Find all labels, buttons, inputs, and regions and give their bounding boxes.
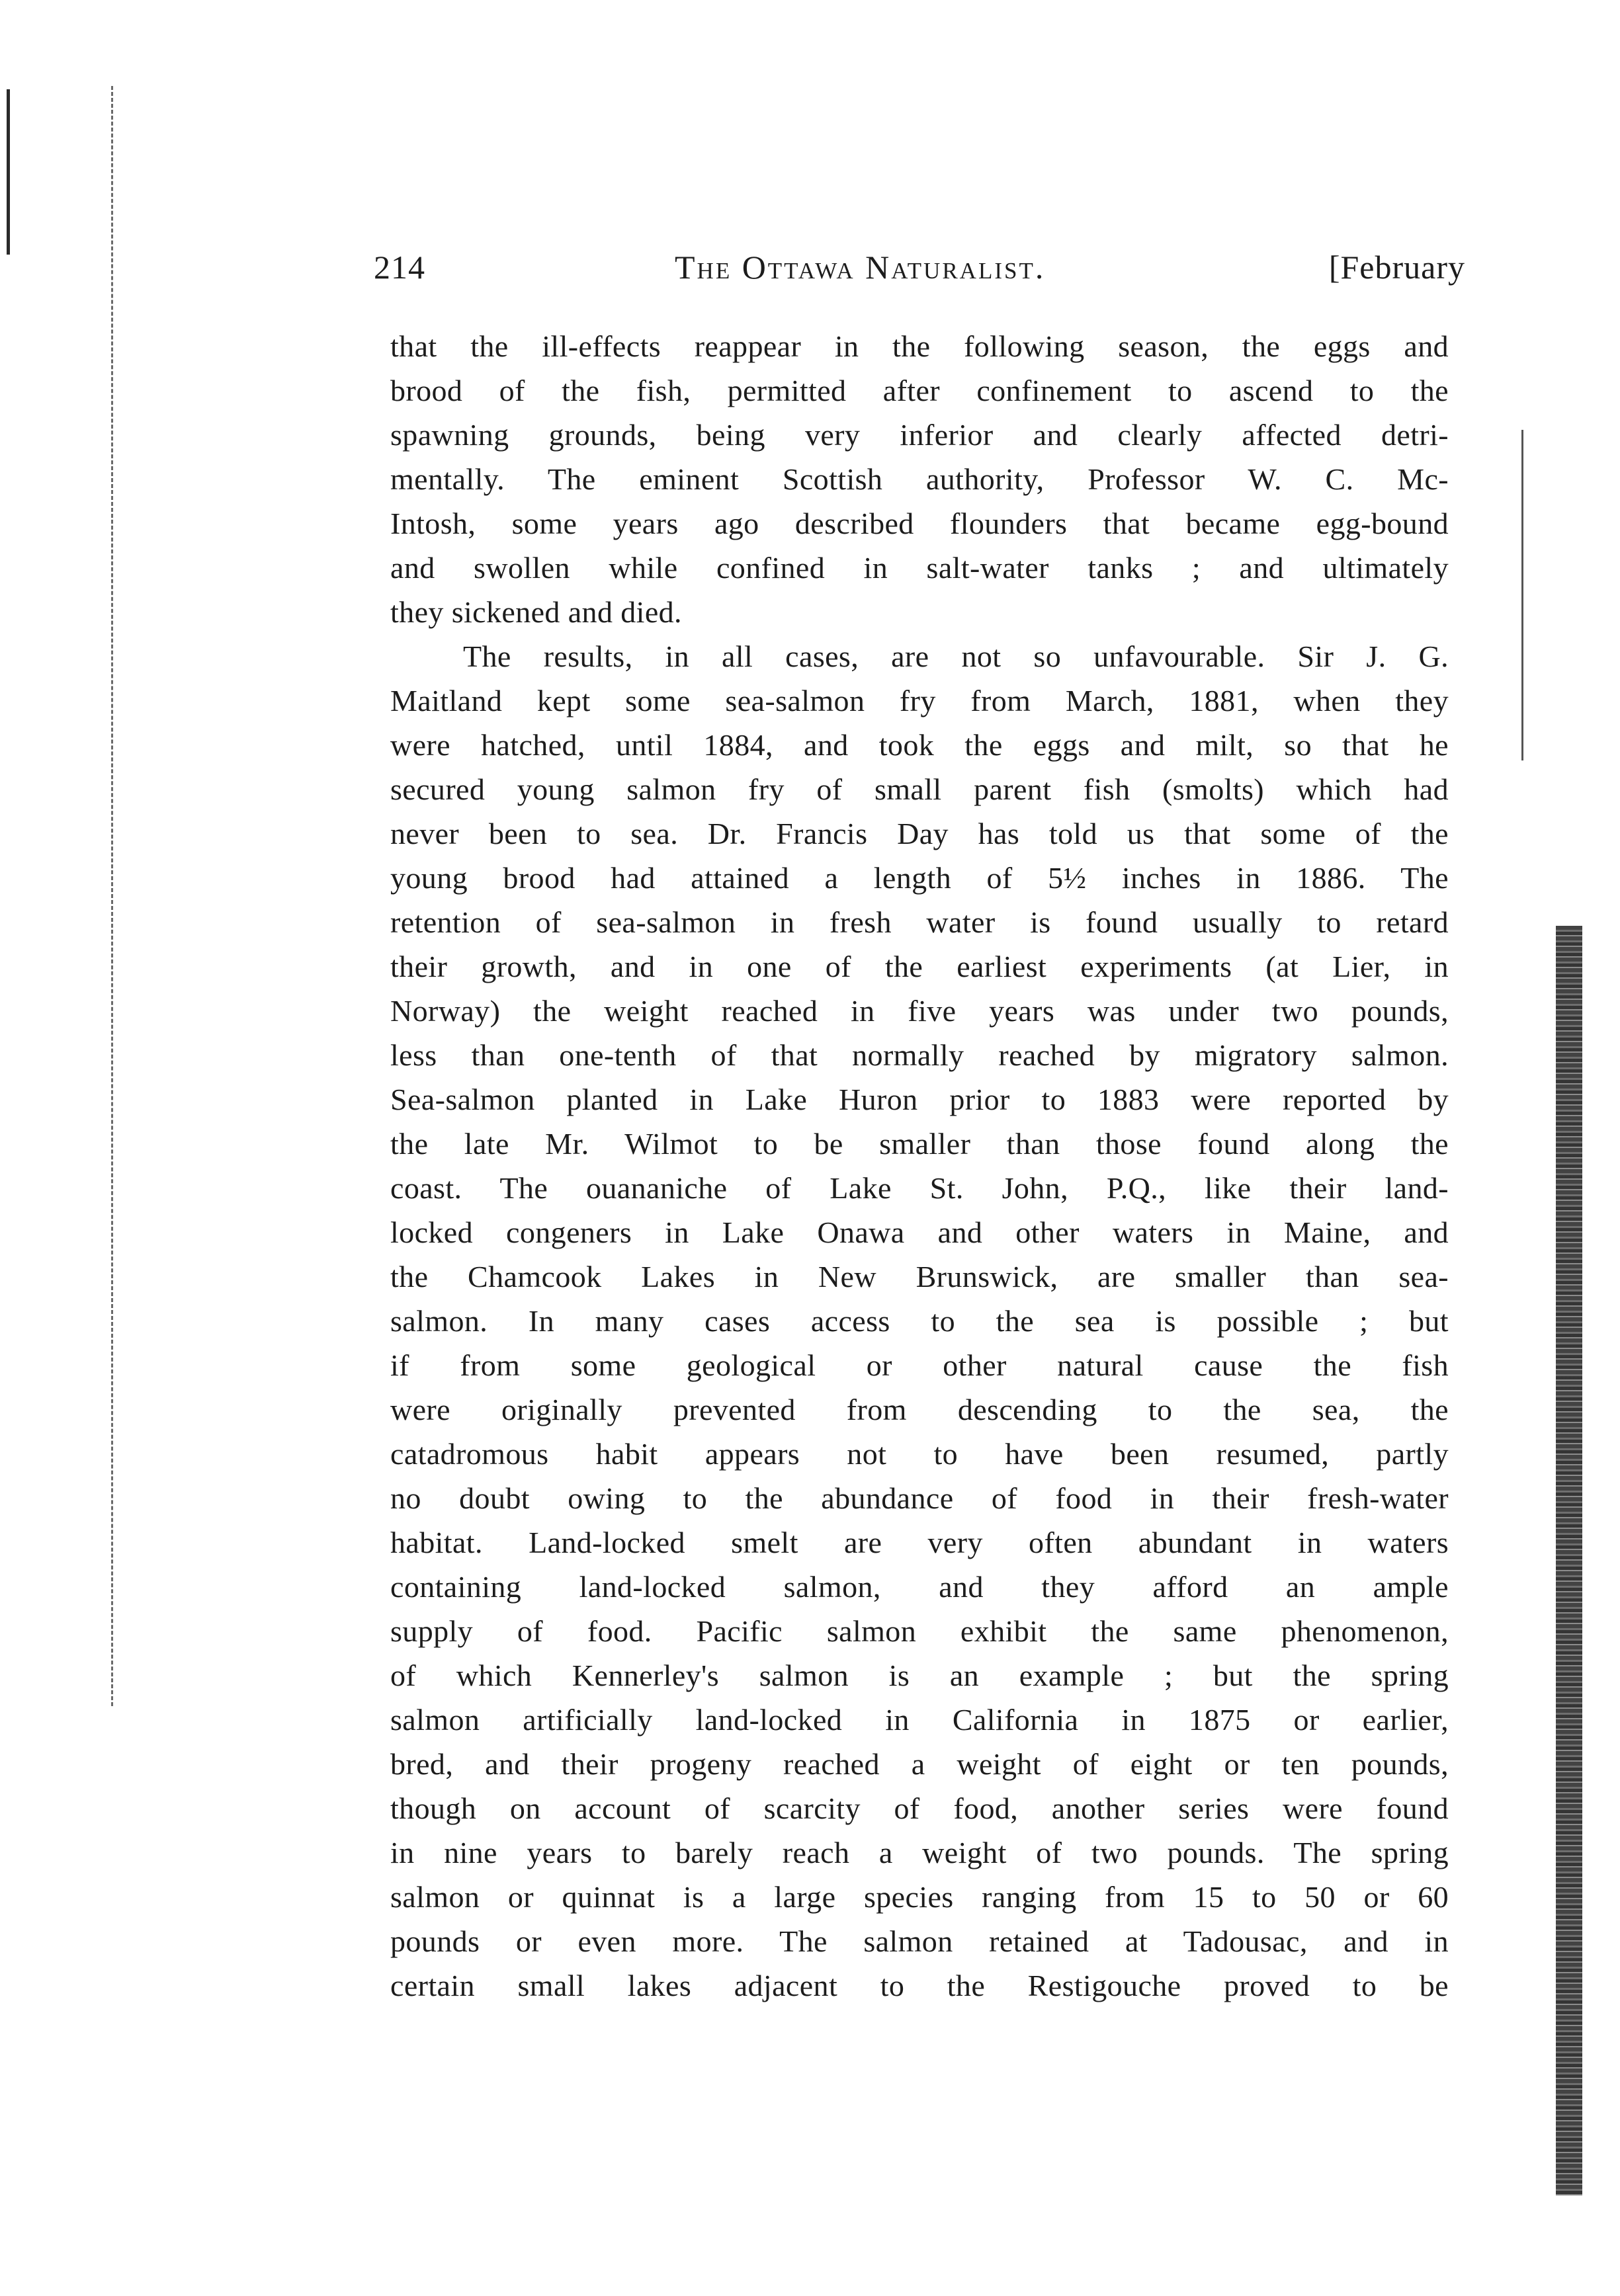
- scan-edge-mark-right: [1556, 926, 1582, 2195]
- text-line: salmon. In many cases access to the sea is possible ; but: [390, 1304, 1449, 1338]
- text-line: salmon or quinnat is a large species ranging from 15 to 50 or 60: [390, 1880, 1449, 1914]
- text-line: supply of food. Pacific salmon exhibit the same phenomenon,: [390, 1614, 1449, 1648]
- scan-binding-mark: [111, 86, 115, 1706]
- text-line: never been to sea. Dr. Francis Day has told us that some of the: [390, 817, 1449, 850]
- text-line: Norway) the weight reached in five years was under two pounds,: [390, 994, 1449, 1028]
- scan-edge-mark-right-thin: [1521, 430, 1523, 760]
- text-line: bred, and their progeny reached a weight of eight or ten pounds,: [390, 1747, 1449, 1781]
- text-line: Intosh, some years ago described flounders that became egg-bound: [390, 507, 1449, 540]
- text-line: young brood had attained a length of 5½ inches in 1886. The: [390, 861, 1449, 895]
- text-line: they sickened and died.: [390, 595, 682, 629]
- text-line: pounds or even more. The salmon retained at Tadousac, and in: [390, 1924, 1449, 1958]
- issue-month: [February: [1328, 249, 1465, 286]
- text-line: were originally prevented from descending to the sea, the: [390, 1393, 1449, 1426]
- text-line: less than one-tenth of that normally reached by migratory salmon.: [390, 1038, 1449, 1072]
- text-line: in nine years to barely reach a weight of two pounds. The spring: [390, 1836, 1449, 1869]
- text-line: their growth, and in one of the earliest experiments (at Lier, in: [390, 950, 1449, 983]
- text-line: spawning grounds, being very inferior and clearly affected detri-: [390, 418, 1449, 452]
- body-text: [390, 324, 1449, 2008]
- text-line: certain small lakes adjacent to the Restigouche proved to be: [390, 1969, 1449, 2002]
- journal-title: The Ottawa Naturalist.: [675, 249, 1046, 286]
- running-head: [374, 248, 1465, 294]
- text-line: and swollen while confined in salt-water tanks ; and ultimately: [390, 551, 1449, 585]
- text-line: if from some geological or other natural cause the fish: [390, 1348, 1449, 1382]
- scan-edge-mark-left: [7, 89, 10, 255]
- text-line: that the ill-effects reappear in the following season, the eggs and: [390, 329, 1449, 363]
- text-line: coast. The ouananiche of Lake St. John, P.Q., like their land-: [390, 1171, 1449, 1205]
- text-line: brood of the fish, permitted after confinement to ascend to the: [390, 374, 1449, 407]
- text-line: though on account of scarcity of food, another series were found: [390, 1791, 1449, 1825]
- text-line: retention of sea-salmon in fresh water is found usually to retard: [390, 905, 1449, 939]
- text-line: Sea-salmon planted in Lake Huron prior to 1883 were reported by: [390, 1083, 1449, 1116]
- text-line: secured young salmon fry of small parent fish (smolts) which had: [390, 772, 1449, 806]
- text-line: habitat. Land-locked smelt are very often abundant in waters: [390, 1526, 1449, 1559]
- text-line: containing land-locked salmon, and they afford an ample: [390, 1570, 1449, 1604]
- text-line: mentally. The eminent Scottish authority, Professor W. C. Mc-: [390, 462, 1449, 496]
- text-line: Maitland kept some sea-salmon fry from March, 1881, when they: [390, 684, 1449, 718]
- text-line: the late Mr. Wilmot to be smaller than those found along the: [390, 1127, 1449, 1161]
- text-line: no doubt owing to the abundance of food in their fresh-water: [390, 1481, 1449, 1515]
- paragraph-first-line: The results, in all cases, are not so unfavourable. Sir J. G.: [463, 639, 1449, 673]
- text-line: locked congeners in Lake Onawa and other waters in Maine, and: [390, 1215, 1449, 1249]
- text-line: of which Kennerley's salmon is an example ; but the spring: [390, 1659, 1449, 1692]
- page-number: 214: [374, 249, 425, 286]
- text-line: the Chamcook Lakes in New Brunswick, are smaller than sea-: [390, 1260, 1449, 1293]
- text-line: salmon artificially land-locked in California in 1875 or earlier,: [390, 1703, 1449, 1737]
- text-line: were hatched, until 1884, and took the eggs and milt, so that he: [390, 728, 1449, 762]
- text-line: catadromous habit appears not to have been resumed, partly: [390, 1437, 1449, 1471]
